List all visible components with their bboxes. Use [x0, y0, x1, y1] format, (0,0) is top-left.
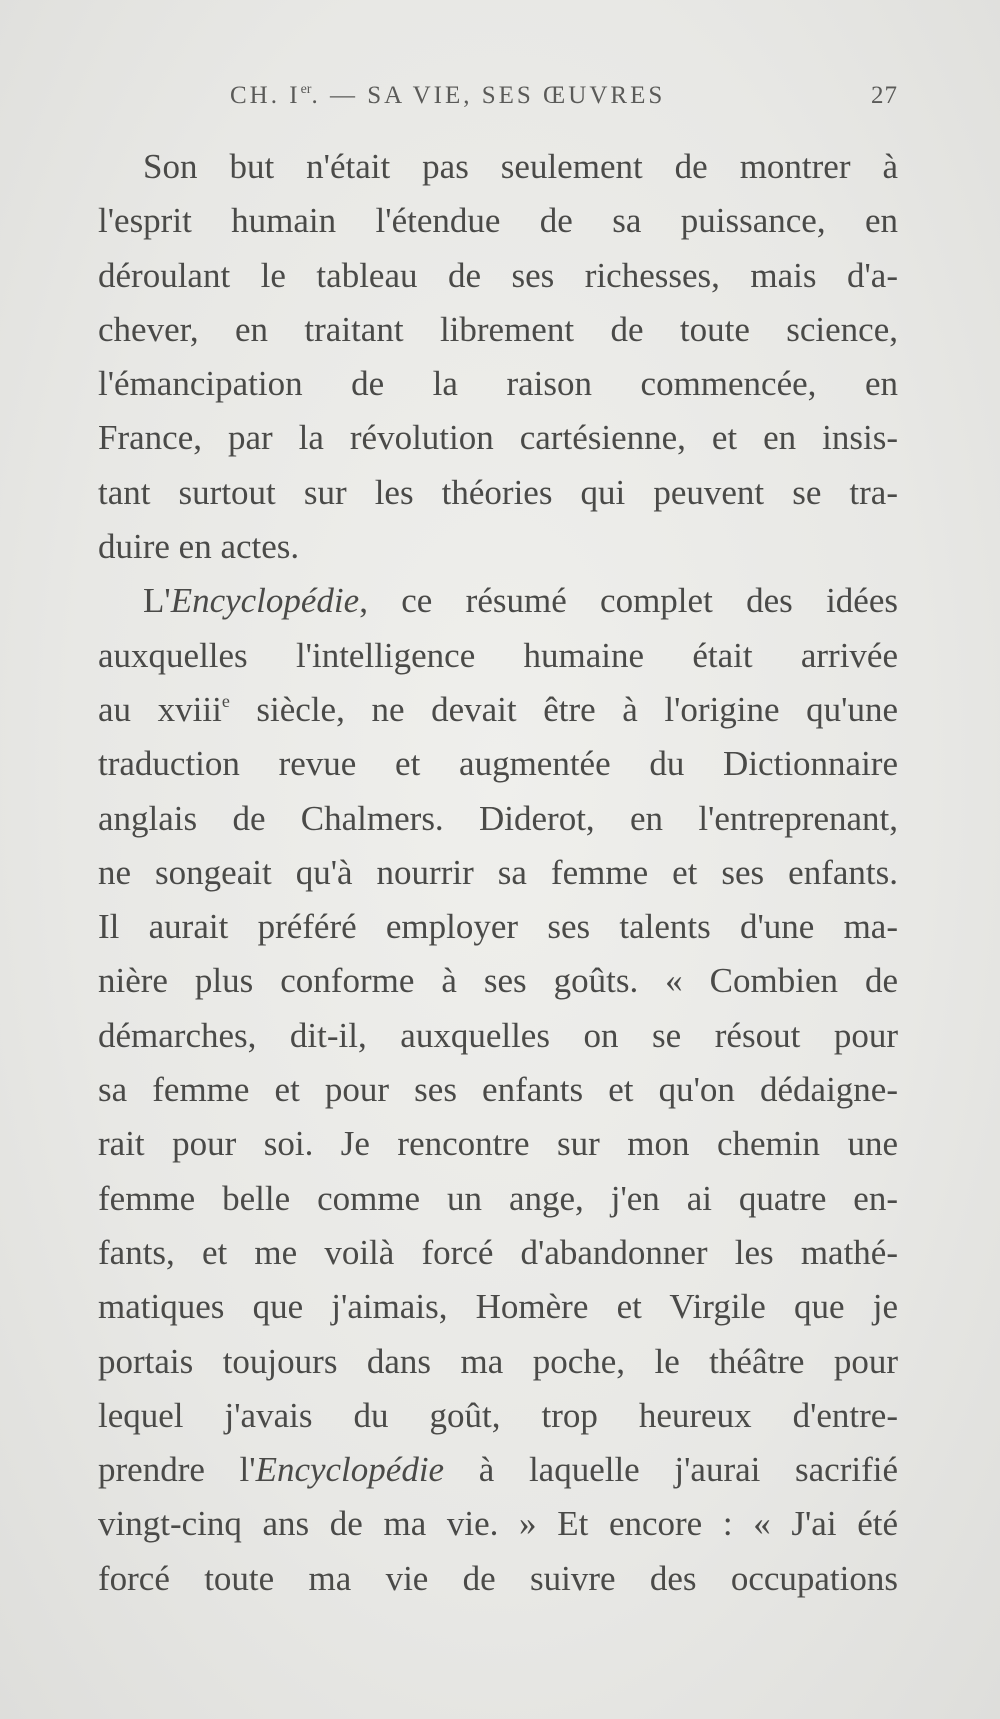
line-text: déroulant le tableau de ses richesses, mais d'a- — [98, 255, 898, 295]
text-line — [98, 140, 898, 194]
text-line — [98, 900, 898, 954]
line-text: portais toujours dans ma poche, le théâtre pour — [98, 1341, 898, 1381]
text-line — [98, 954, 898, 1008]
italic-title: Encyclopédie — [170, 581, 360, 621]
line-text-post: siècle, ne devait être à l'origine qu'une — [229, 689, 898, 729]
line-text: Il aurait préféré employer ses talents d'une ma- — [98, 907, 898, 947]
text-line — [98, 574, 898, 628]
text-line — [98, 1389, 898, 1443]
text-line — [98, 629, 898, 683]
line-text: fants, et me voilà forcé d'abandonner les mathé- — [98, 1232, 898, 1272]
line-text: Son but n'était pas seulement de montrer à — [143, 147, 898, 186]
italic-title: Encyclopédie — [255, 1450, 445, 1490]
line-text: vingt-cinq ans de ma vie. » Et encore : « J'ai été — [98, 1504, 898, 1544]
line-text: l'émancipation de la raison commencée, en — [98, 364, 898, 404]
line-text: forcé toute ma vie de suivre des occupations — [98, 1558, 898, 1598]
superscript: e — [221, 690, 230, 711]
chapter-label: CH. I — [230, 82, 301, 109]
text-line — [98, 194, 898, 248]
text-line — [98, 303, 898, 357]
line-text: l'esprit humain l'étendue de sa puissance, en — [98, 201, 898, 241]
text-line — [98, 737, 898, 791]
text-line — [98, 1552, 898, 1606]
text-line — [98, 1443, 898, 1497]
chapter-superscript: er — [300, 82, 312, 97]
line-text: tant surtout sur les théories qui peuvent se tra- — [98, 472, 898, 512]
chapter-title: . — SA VIE, SES ŒUVRES — [311, 82, 666, 109]
line-text: anglais de Chalmers. Diderot, en l'entreprenant, — [98, 798, 898, 838]
line-text: rait pour soi. Je rencontre sur mon chemin une — [98, 1124, 898, 1164]
line-text: matiques que j'aimais, Homère et Virgile que je — [98, 1287, 898, 1327]
text-line — [98, 520, 898, 574]
line-text: démarches, dit-il, auxquelles on se résout pour — [98, 1015, 898, 1055]
text-line — [98, 1335, 898, 1389]
line-text: traduction revue et augmentée du Dictionnaire — [98, 744, 898, 784]
line-text: femme belle comme un ange, j'en ai quatre en- — [98, 1178, 898, 1218]
line-text: duire en actes. — [98, 527, 300, 567]
text-line — [98, 683, 898, 737]
line-text: lequel j'avais du goût, trop heureux d'entre- — [98, 1395, 898, 1435]
page-number: 27 — [871, 82, 898, 109]
text-line — [98, 357, 898, 411]
text-line — [98, 1117, 898, 1171]
line-text-post: à laquelle j'aurai sacrifié — [444, 1450, 898, 1490]
line-text-pre: au xviii — [98, 689, 222, 729]
text-line — [98, 1063, 898, 1117]
line-text: nière plus conforme à ses goûts. « Combien de — [98, 961, 898, 1001]
running-title — [230, 82, 665, 110]
text-line — [98, 1172, 898, 1226]
text-line — [98, 846, 898, 900]
text-line — [98, 792, 898, 846]
text-line — [98, 1497, 898, 1551]
line-text: ne songeait qu'à nourrir sa femme et ses enfants. — [98, 852, 898, 892]
line-text: sa femme et pour ses enfants et qu'on dédaigne- — [98, 1070, 898, 1110]
line-text: France, par la révolution cartésienne, et en insis- — [98, 418, 898, 458]
line-text-pre: L' — [143, 581, 171, 621]
text-line — [98, 1280, 898, 1334]
line-text: chever, en traitant librement de toute science, — [98, 309, 898, 349]
line-text-post: , ce résumé complet des idées — [359, 581, 898, 621]
text-line — [98, 249, 898, 303]
line-text-pre: prendre l' — [98, 1450, 256, 1490]
text-line — [98, 466, 898, 520]
body-text — [98, 140, 898, 1606]
text-line — [98, 1226, 898, 1280]
line-text: auxquelles l'intelligence humaine était arrivée — [98, 635, 898, 675]
running-header — [100, 82, 898, 122]
text-line — [98, 1009, 898, 1063]
text-line — [98, 411, 898, 465]
